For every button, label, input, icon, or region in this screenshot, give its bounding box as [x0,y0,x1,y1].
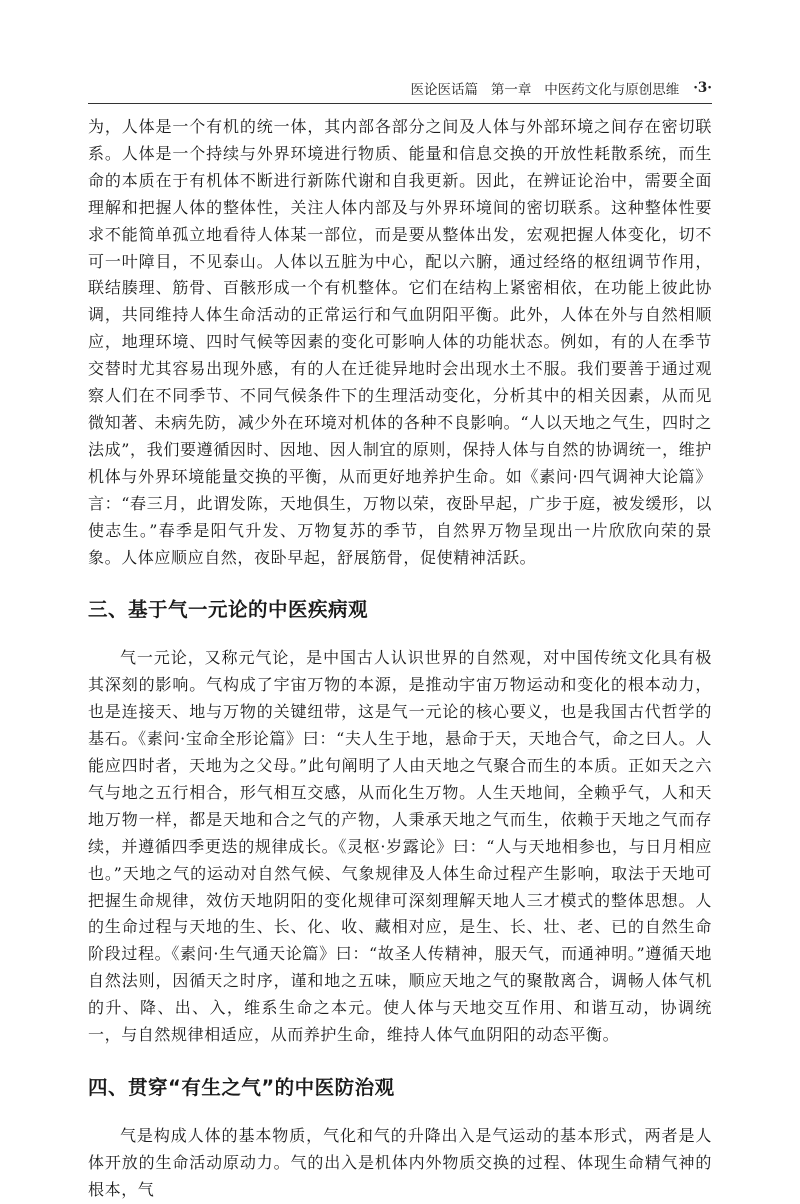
page-number: ·3· [693,80,712,96]
page-body [88,114,712,1204]
running-title: 医论医话篇 第一章 中医药文化与原创思维 [410,82,680,98]
header-rule [88,103,712,104]
paragraph-qi-theory: 气一元论，又称元气论，是中国古人认识世界的自然观，对中国传统文化具有极其深刻的影响。气构成了宇宙万物的本源，是推动宇宙万物运动和变化的根本动力，也是连接天、地与万物的关键纽带，这是气一元论的核心要义，也是我国古代哲学的基石。《素问·宝命全形论篇》曰：“夫人生于地，悬命于天，天地合气，命之曰人。人能应四时者，天地为之父母。”此句阐明了人由天地之气聚合而生的本质。正如天之六气与地之五行相合，形气相互交感，从而化生万物。人生天地间，全赖乎气，人和天地万物一样，都是天地和合之气的产物，人秉承天地之气而生，依赖于天地之气而存续，并遵循四季更迭的规律成长。《灵枢·岁露论》曰：“人与天地相参也，与日月相应也。”天地之气的运动对自然气候、气象规律及人体生命过程产生影响，取法于天地可把握生命规律，效仿天地阴阳的变化规律可深刻理解天地人三才模式的整体思想。人的生命过程与天地的生、长、化、收、藏相对应，是生、长、壮、老、已的自然生命阶段过程。《素问·生气通天论篇》曰：“故圣人传精神，服天气，而通神明。”遵循天地自然法则，因循天之时序，谨和地之五味，顺应天地之气的聚散离合，调畅人体气机的升、降、出、入，维系生命之本元。使人体与天地交互作用、和谐互动，协调统一，与自然规律相适应，从而养护生命，维持人体气血阴阳的动态平衡。 [88,648,712,1045]
paragraph-qi-movement: 气是构成人体的基本物质，气化和气的升降出入是气运动的基本形式，两者是人体开放的生命活动原动力。气的出入是机体内外物质交换的过程、体现生命精气神的根本，气 [88,1126,712,1199]
running-header [88,76,712,100]
paragraph-continuation: 为，人体是一个有机的统一体，其内部各部分之间及人体与外部环境之间存在密切联系。人体是一个持续与外界环境进行物质、能量和信息交换的开放性耗散系统，而生命的本质在于有机体不断进行新陈代谢和自我更新。因此，在辨证论治中，需要全面理解和把握人体的整体性，关注人体内部及与外界环境间的密切联系。这种整体性要求不能简单孤立地看待人体某一部位，而是要从整体出发，宏观把握人体变化，切不可一叶障目，不见泰山。人体以五脏为中心，配以六腑，通过经络的枢纽调节作用，联结腠理、筋骨、百骸形成一个有机整体。它们在结构上紧密相依，在功能上彼此协调，共同维持人体生命活动的正常运行和气血阴阳平衡。此外，人体在外与自然相顺应，地理环境、四时气候等因素的变化可影响人体的功能状态。例如，有的人在季节交替时尤其容易出现外感，有的人在迁徙异地时会出现水土不服。我们要善于通过观察人们在不同季节、不同气候条件下的生理活动变化，分析其中的相关因素，从而见微知著、未病先防，减少外在环境对机体的各种不良影响。“人以天地之气生，四时之法成”，我们要遵循因时、因地、因人制宜的原则，保持人体与自然的协调统一，维护机体与外界环境能量交换的平衡，从而更好地养护生命。如《素问·四气调神大论篇》言：“春三月，此谓发陈，天地俱生，万物以荣，夜卧早起，广步于庭，被发缓形，以使志生。”春季是阳气升发、万物复苏的季节，自然界万物呈现出一片欣欣向荣的景象。人体应顺应自然，夜卧早起，舒展筋骨，促使精神活跃。 [88,117,712,567]
section-heading-3: 三、基于气一元论的中医疾病观 [88,598,369,622]
section-heading-4: 四、贯穿“有生之气”的中医防治观 [88,1076,395,1099]
